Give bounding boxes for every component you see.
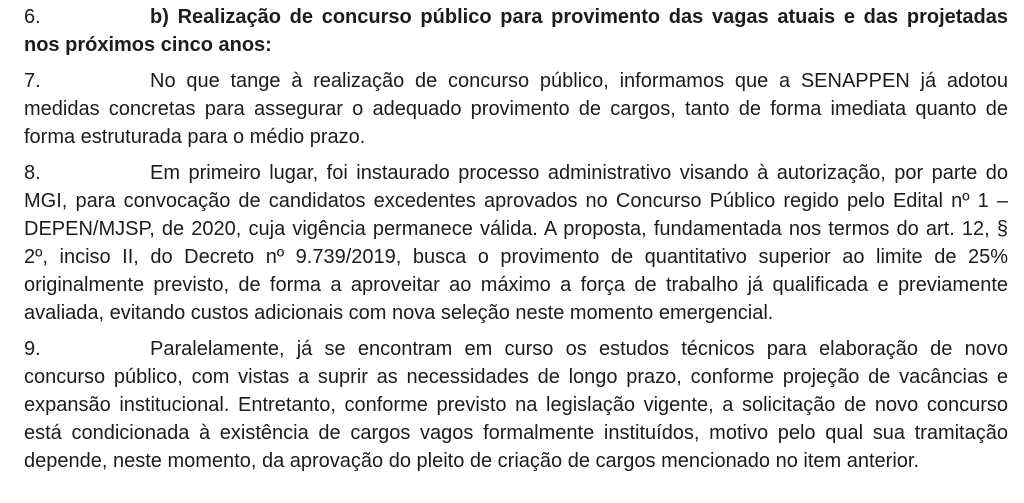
paragraph-number: 8. [24,162,41,184]
paragraph-number: 7. [24,70,41,92]
paragraph-text: b) Realização de concurso público para provimento das vagas atuais e das projetadas nos próximos cinco anos: [24,6,1008,56]
paragraph-text: No que tange à realização de concurso público, informamos que a SENAPPEN já adotou medidas concretas para assegurar o adequado provimento de cargos, tanto de forma imediata quanto de forma estruturada para o médio prazo. [24,70,1008,148]
paragraph-text: Paralelamente, já se encontram em curso os estudos técnicos para elaboração de novo concurso público, com vistas a suprir as necessidades de longo prazo, conforme projeção de vacâncias e expansão institucional. Entretanto, conforme previsto na legislação vigente, a solicitação de novo concurso está condicionada à existência de cargos vagos formalmente instituídos, motivo pelo qual sua tramitação depende, neste momento, da aprovação do pleito de criação de cargos mencionado no item anterior. [24,338,1008,472]
document-body [24,3,1008,475]
paragraph-number: 6. [24,6,41,28]
paragraph [24,335,1008,475]
paragraph [24,3,1008,59]
paragraph [24,67,1008,151]
paragraph-text: Em primeiro lugar, foi instaurado processo administrativo visando à autorização, por parte do MGI, para convocação de candidatos excedentes aprovados no Concurso Público regido pelo Edital nº 1 – DEPEN/MJSP, de 2020, cuja vigência permanece válida. A proposta, fundamentada nos termos do art. 12, § 2º, inciso II, do Decreto nº 9.739/2019, busca o provimento de quantitativo superior ao limite de 25% originalmente previsto, de forma a aproveitar ao máximo a força de trabalho já qualificada e previamente avaliada, evitando custos adicionais com nova seleção neste momento emergencial. [24,162,1008,324]
paragraph [24,159,1008,327]
paragraph-number: 9. [24,338,41,360]
